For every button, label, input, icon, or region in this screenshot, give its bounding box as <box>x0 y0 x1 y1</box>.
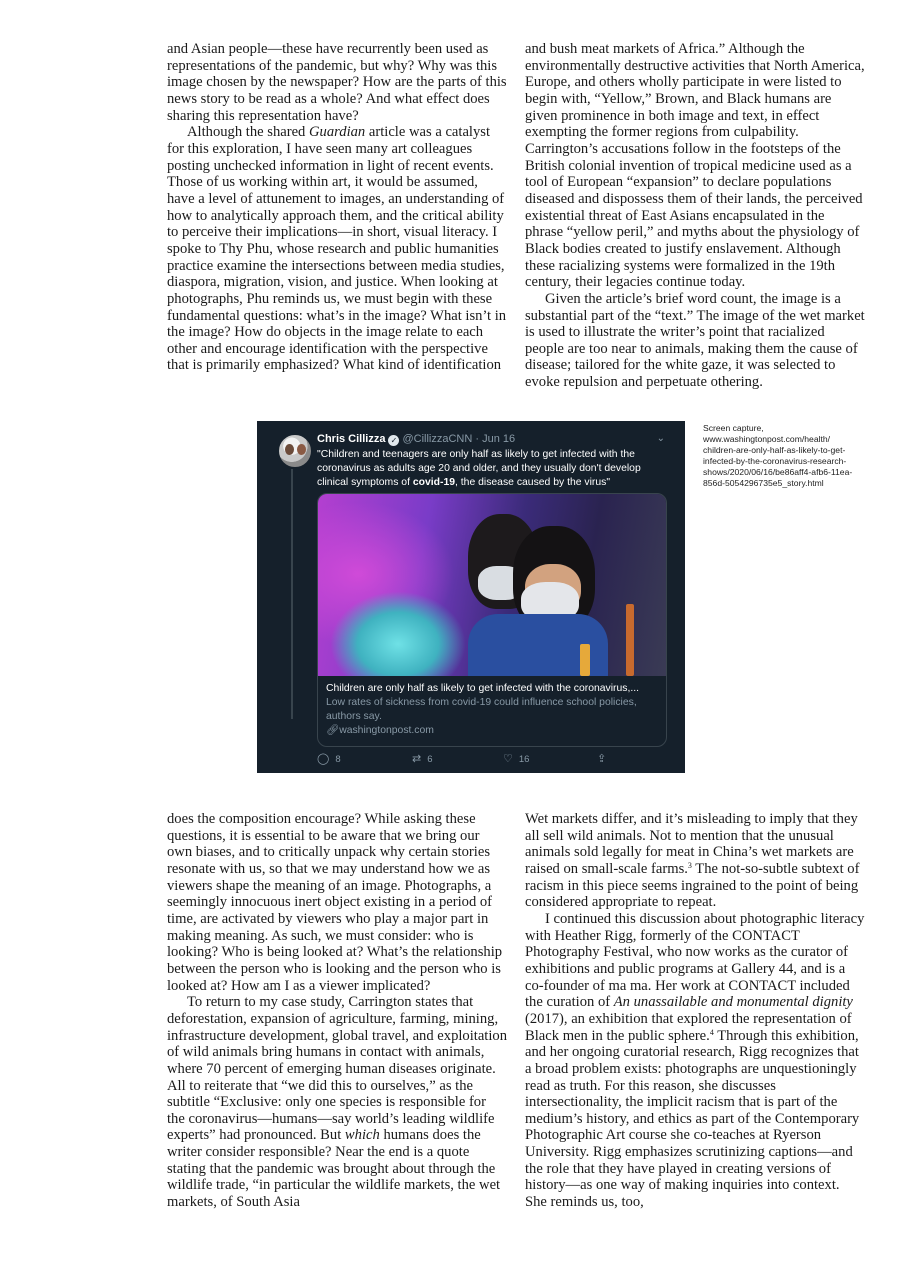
heart-icon: ♡ <box>503 753 513 765</box>
photo-pole <box>626 604 634 676</box>
share-icon: ⇪ <box>597 753 607 765</box>
like-button[interactable] <box>503 752 529 765</box>
tweet-screenshot <box>257 421 685 773</box>
tweet-author-handle[interactable]: @CillizzaCNN <box>402 433 473 445</box>
thread-line <box>291 469 293 719</box>
card-body <box>326 682 660 738</box>
retweet-button[interactable] <box>412 752 433 765</box>
paragraph: and Asian people—these have recurrently been used as representations of the pandemic, but why? Why was this image chosen by the newspaper? How are the parts of this news story to be read as a whole? And what effect does sharing this representation have? <box>167 41 507 124</box>
chevron-down-icon[interactable]: ⌄ <box>656 433 665 444</box>
caption-url-line[interactable]: shows/2020/06/16/be86aff4-afb6-11ea- <box>703 467 853 477</box>
article-column-top-right <box>525 41 865 391</box>
paragraph: does the composition encourage? While asking these questions, it is essential to be aware that we bring our own biases, and to critically unpack why certain stories resonate with us, so that we may understand how we as viewers shape the meaning of an image. Photographs, a seemingly innocuous inert object existing in a period of time, are activated by viewers who play a major part in making meaning. As such, we must consider: who is looking? Who is being looked at? What’s the relationship between the person who is looking and the person who is looked at? How am I as a viewer implicated? <box>167 811 503 994</box>
reply-button[interactable] <box>317 752 341 765</box>
caption-url-line[interactable]: children-are-only-half-as-likely-to-get- <box>703 445 846 455</box>
tweet-separator: · <box>475 433 480 445</box>
footnote-marker: 3 <box>687 860 692 870</box>
tweet-header <box>317 433 515 446</box>
footnote-marker: 4 <box>709 1027 714 1037</box>
paragraph: I continued this discussion about photographic literacy with Heather Rigg, formerly of the CONTACT Photography Festival, who now works as the curator of exhibitions and public programs at Gallery 44, and is a co-founder of ma ma. Her work at CONTACT included the curation of An unassailable and monumental dignity (2017), an exhibition that explored the representation of Black men in the public sphere.$^4$ Through this exhibition, and her ongoing curatorial research, Rigg recognizes that a broad problem exists: photographs are unquestioningly read as truth. For this reason, she discusses intersectionality, the implicit racism that is part of the medium’s history, and ethics as part of the Contemporary Photographic Art course she co-teaches at Ryerson University. Rigg emphasizes scrutinizing captions—and the role that they have played in creating versions of history—as one way of making inquiries into context. She reminds us, too, <box>525 910 865 1211</box>
link-preview-card[interactable] <box>317 493 667 747</box>
retweet-count: 6 <box>427 754 433 765</box>
tweet-text: "Children and teenagers are only half as likely to get infected with the coronavirus as adults age 20 and older, and they usually don't develop clinical symptoms of covid-19, the disease caused by the virus" <box>317 449 641 488</box>
photo-pole <box>580 644 590 676</box>
article-column-bottom-left <box>167 811 507 1211</box>
retweet-icon: ⇄ <box>412 753 422 765</box>
caption-url-line[interactable]: infected-by-the-coronavirus-research- <box>703 456 847 466</box>
tweet-date[interactable]: Jun 16 <box>482 433 516 445</box>
reply-icon: ◯ <box>317 753 330 765</box>
like-count: 16 <box>518 754 530 765</box>
card-photo-children-masks <box>318 494 666 676</box>
avatar[interactable] <box>277 433 313 469</box>
paragraph: and bush meat markets of Africa.” Although the environmentally destructive activities that North America, Europe, and others wholly participate in were listed to begin with, “Yellow,” Brown, and Black humans are given prominence in both image and text, in effect exempting the former regions from culpability. Carrington’s accusations follow in the footsteps of the British colonial invention of tropical medicine used as a tool of European “expansion” to declare populations diseased and dispossess them of their lands, the perceived existential threat of East Asians encapsulated in the phrase “yellow peril,” and myths about the physiology of Black bodies created to justify enslavement. Although these racializing systems were formalized in the 19th century, their legacies continue today. <box>525 41 865 291</box>
avatar-face <box>297 444 306 455</box>
card-description: Low rates of sickness from covid-19 could influence school policies, authors say. <box>326 697 637 722</box>
paragraph: Given the article’s brief word count, the image is a substantial part of the “text.” The image of the wet market is used to illustrate the writer’s point that racialized people are too near to animals, making them the cause of disease; tailored for the white gaze, it was selected to evoke repulsion and perpetuate othering. <box>525 290 865 391</box>
caption-label: Screen capture, <box>703 423 764 433</box>
card-link[interactable]: 🔗︎washingtonpost.com <box>326 725 434 736</box>
paragraph: To return to my case study, Carrington states that deforestation, expansion of agriculture, farming, mining, infrastructure development, global travel, and exploitation of wild animals bring humans in contact with animals, where 70 percent of emerging human diseases originate. All to reiterate that “we did this to ourselves,” as the subtitle “Exclusive: only one species is responsible for the coronavirus—humans—say world’s leading wildlife experts” had pronounced. But which humans does the writer consider responsible? Near the end is a quote stating that the pandemic was brought about through the wildlife trade, “in particular the wildlife markets, the wet markets, of South Asia <box>167 994 508 1211</box>
caption-url-line[interactable]: 856d-5054296735e5_story.html <box>703 478 824 488</box>
reply-count: 8 <box>335 754 341 765</box>
avatar-face <box>285 444 294 455</box>
link-icon: 🔗︎ <box>326 725 340 736</box>
tweet-author-name[interactable]: Chris Cillizza <box>317 433 386 445</box>
tweet-actions <box>317 752 657 766</box>
caption-url-line[interactable]: www.washingtonpost.com/health/ <box>703 434 831 444</box>
verified-badge-icon: ✓ <box>388 435 399 446</box>
article-column-top-left <box>167 41 507 374</box>
share-button[interactable] <box>597 752 612 765</box>
article-column-bottom-right <box>525 811 865 1211</box>
paragraph: Wet markets differ, and it’s misleading to imply that they all sell wild animals. Not to mention that the unusual animals sold legally for meat in China’s wet markets are raised on small-scale farms.$^3$ The not-so-subtle subtext of racism in this piece seems ingrained to the point of being considered appropriate to repeat. <box>525 811 860 911</box>
card-title: Children are only half as likely to get infected with the coronavirus,... <box>326 683 640 694</box>
figure-caption <box>703 423 873 489</box>
paragraph: Although the shared Guardian article was a catalyst for this exploration, I have seen many art colleagues posting unchecked information in light of recent events. Those of us working within art, it would be assumed, have a level of attunement to images, an understanding of how to analytically approach them, and the critical ability to perceive their implications—in short, visual literacy. I spoke to Thy Phu, whose research and public humanities practice examine the intersections between media studies, diaspora, migration, vision, and justice. When looking at photographs, Phu reminds us, we must begin with these fundamental questions: what’s in the image? What isn’t in the image? How do objects in the image relate to each other and encourage identification with the perspective that is primarily emphasized? What kind of identification <box>167 124 507 374</box>
